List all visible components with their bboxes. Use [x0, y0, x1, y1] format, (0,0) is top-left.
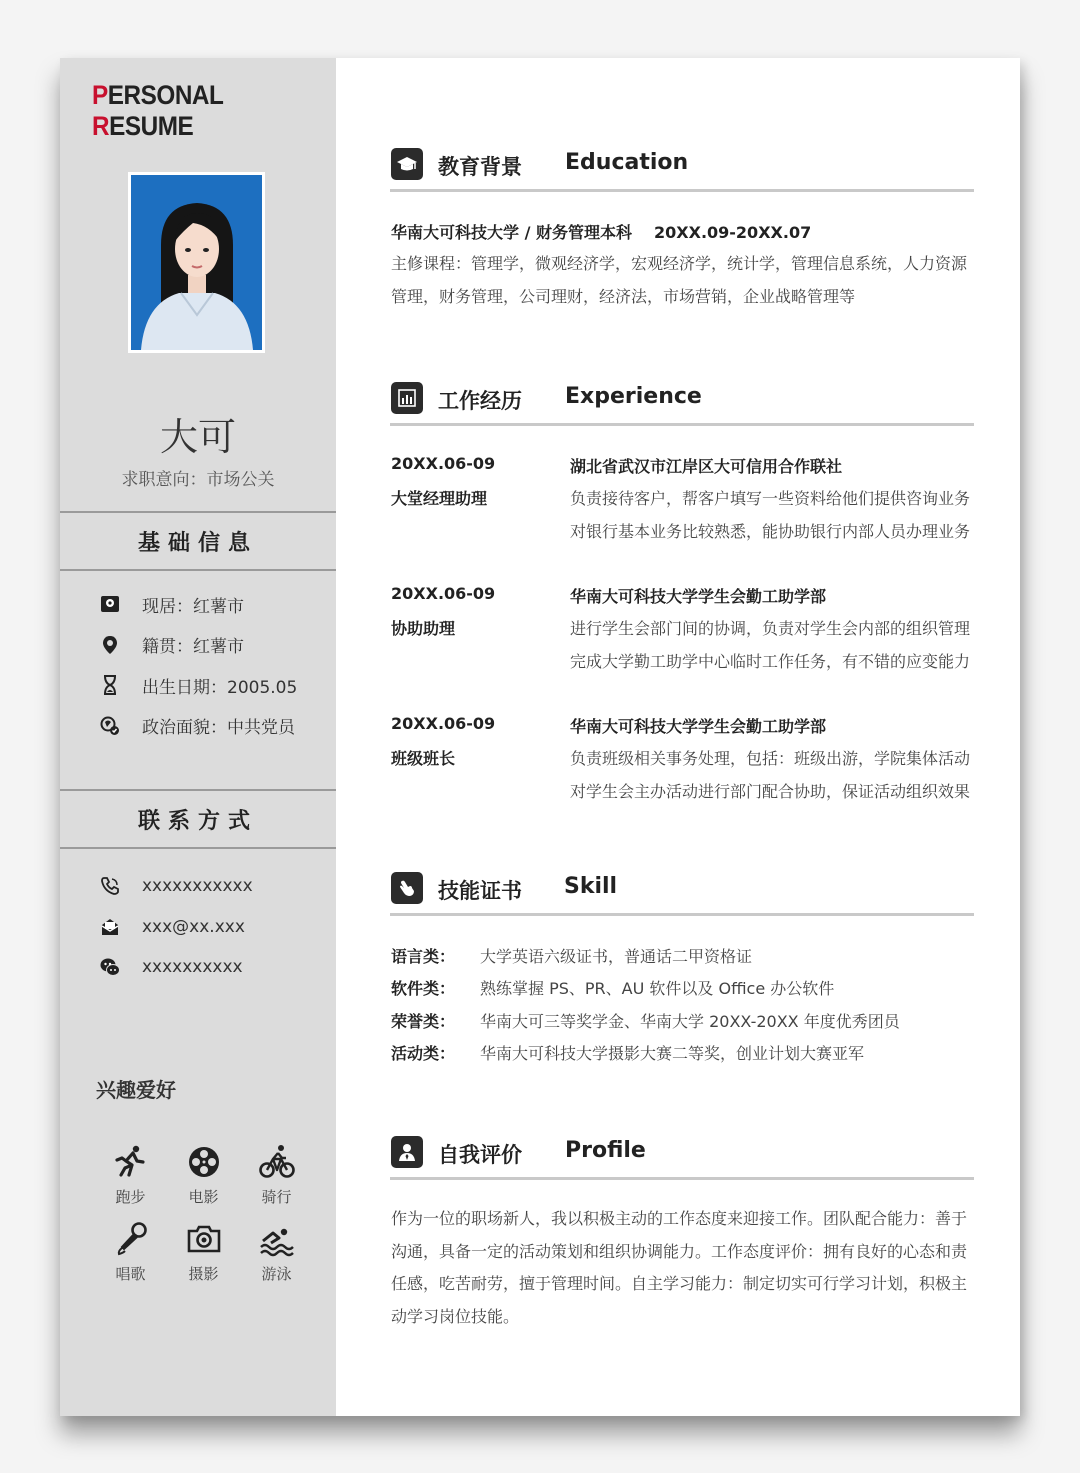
basic-info-heading: 基础信息: [60, 511, 336, 571]
running-icon: [113, 1144, 149, 1180]
info-row-birthdate: 出生日期：2005.05: [100, 665, 297, 706]
info-row-residence: 现居：红薯市: [100, 584, 297, 625]
map-pin-icon: [100, 635, 120, 655]
hourglass-icon: [100, 675, 120, 695]
education-section-header: 教育背景 Education: [390, 146, 974, 192]
microphone-icon: [113, 1221, 149, 1257]
hobby-movie: 电影: [167, 1144, 240, 1207]
location-box-icon: [100, 594, 120, 614]
self-evaluation-text: 作为一位的职场新人，我以积极主动的工作态度来迎接工作。团队配合能力：善于 沟通，具备一定的活动策划和组织协调能力。工作态度评价：拥有良好的心态和责 任感，吃苦耐劳，擅于管理时间。自主学习能力：制定切实可行学习计划，积极主 动学习岗位技能。: [391, 1209, 968, 1326]
hobby-photography: 摄影: [167, 1221, 240, 1284]
job-intent: 求职意向：市场公关: [121, 470, 275, 490]
bar-chart-icon: [391, 382, 423, 414]
skill-row-honor: 荣誉类： 华南大可三等奖学金、华南大学 20XX-20XX 年度优秀团员: [391, 1012, 900, 1031]
film-reel-icon: [186, 1144, 222, 1180]
experience-item: 20XX.06-09 大堂经理助理 湖北省武汉市江岸区大可信用合作联社 负责接待客户，帮客户填写一些资料给他们提供咨询业务 对银行基本业务比较熟悉，能协助银行内部人员办理业务: [391, 454, 971, 541]
hobby-singing: 唱歌: [94, 1221, 167, 1284]
hand-pointer-icon: [391, 872, 423, 904]
hobby-running: 跑步: [94, 1144, 167, 1207]
info-row-political: 政治面貌：中共党员: [100, 706, 297, 747]
hobby-cycling: 骑行: [240, 1144, 313, 1207]
hobbies-heading: 兴趣爱好: [96, 1078, 176, 1102]
graduation-cap-icon: [391, 148, 423, 180]
basic-info-list: [100, 584, 297, 746]
resume-page: [60, 58, 1020, 1416]
hobbies-grid: [94, 1144, 324, 1284]
party-badge-icon: [100, 716, 120, 736]
experience-item: 20XX.06-09 协助助理 华南大可科技大学学生会勤工助学部 进行学生会部门间的协调，负责对学生会内部的组织管理 完成大学勤工助学中心临时工作任务，有不错的应变能力: [391, 584, 971, 671]
envelope-icon: [100, 917, 120, 937]
info-row-hometown: 籍贯：红薯市: [100, 625, 297, 666]
education-courses: 主修课程：管理学，微观经济学，宏观经济学，统计学，管理信息系统，人力资源 管理，财务管理，公司理财，经济法，市场营销，企业战略管理等: [391, 254, 968, 306]
swimming-icon: [259, 1221, 295, 1257]
contact-row-email: xxx@xx.xxx: [100, 907, 253, 948]
contact-list: [100, 866, 253, 988]
wechat-icon: [100, 957, 120, 977]
contact-heading: 联系方式: [60, 789, 336, 849]
profile-photo: [128, 172, 265, 353]
contact-row-wechat: xxxxxxxxxx: [100, 947, 253, 988]
hobby-swimming: 游泳: [240, 1221, 313, 1284]
skill-row-software: 软件类： 熟练掌握 PS、PR、AU 软件以及 Office 办公软件: [391, 979, 835, 998]
user-profile-icon: [391, 1136, 423, 1168]
sidebar: [60, 58, 336, 1416]
experience-item: 20XX.06-09 班级班长 华南大可科技大学学生会勤工助学部 负责班级相关事务处理，包括：班级出游，学院集体活动 对学生会主办活动进行部门配合协助，保证活动组织效果: [391, 714, 971, 801]
camera-icon: [186, 1221, 222, 1257]
resume-brand-title: PERSONAL RESUME: [92, 80, 223, 141]
skill-section-header: 技能证书 Skill: [390, 870, 974, 916]
contact-row-phone: xxxxxxxxxxx: [100, 866, 253, 907]
phone-icon: [100, 876, 120, 896]
experience-section-header: 工作经历 Experience: [390, 380, 974, 426]
profile-section-header: 自我评价 Profile: [390, 1134, 974, 1180]
skill-row-activity: 活动类： 华南大可科技大学摄影大赛二等奖，创业计划大赛亚军: [391, 1044, 865, 1063]
education-school-line: 华南大可科技大学 / 财务管理本科 20XX.09-20XX.07: [391, 223, 812, 242]
skill-row-language: 语言类： 大学英语六级证书，普通话二甲资格证: [391, 947, 753, 966]
candidate-name: 大可: [159, 415, 236, 459]
cycling-icon: [259, 1144, 295, 1180]
